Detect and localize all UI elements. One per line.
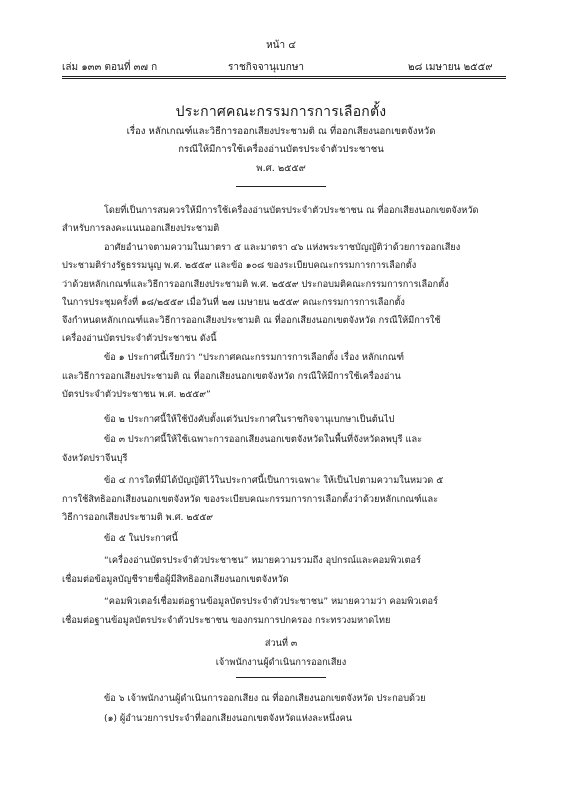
body-line: และวิธีการออกเสียงประชามติ ณ ที่ออกเสียงนอกเขตจังหวัด กรณีให้มีการใช้เครื่องอ่าน (62, 371, 401, 382)
subject-year: พ.ศ. ๒๕๕๙ (256, 163, 306, 174)
body-line: วิธีการออกเสียงประชามติ พ.ศ. ๒๕๕๙ (62, 512, 214, 523)
subject-line: กรณีให้มีการใช้เครื่องอ่านบัตรประจำตัวประชาชน (178, 144, 384, 155)
definition-line: “คอมพิวเตอร์เชื่อมต่อฐานข้อมูลบัตรประจำตัวประชาชน” หมายความว่า คอมพิวเตอร์ (104, 596, 438, 607)
body-line: สำหรับการลงคะแนนออกเสียงประชามติ (62, 223, 220, 234)
body-line: โดยที่เป็นการสมควรให้มีการใช้เครื่องอ่านบัตรประจำตัวประชาชน ณ ที่ออกเสียงนอกเขตจังหวัด (104, 205, 479, 216)
body-line: เชื่อมต่อฐานข้อมูลบัตรประจำตัวประชาชน ของกรมการปกครอง กระทรวงมหาดไทย (62, 615, 391, 626)
publication-date: ๒๘ เมษายน ๒๕๕๙ (408, 62, 493, 73)
clause-6: ข้อ ๖ เจ้าพนักงานผู้ดำเนินการออกเสียง ณ ที่ออกเสียงนอกเขตจังหวัด ประกอบด้วย (104, 693, 426, 704)
body-line: ว่าด้วยหลักเกณฑ์และวิธีการออกเสียงประชามติ พ.ศ. ๒๕๕๙ ประกอบมติคณะกรรมการการเลือกตั้ง (62, 279, 449, 290)
header-rule-double (62, 78, 506, 79)
clause-3: ข้อ ๓ ประกาศนี้ให้ใช้เฉพาะการออกเสียงนอกเขตจังหวัดในพื้นที่จังหวัดลพบุรี และ (104, 434, 423, 445)
clause-2: ข้อ ๒ ประกาศนี้ให้ใช้บังคับตั้งแต่วันประกาศในราชกิจจานุเบกษาเป็นต้นไป (104, 414, 395, 425)
section-heading: เจ้าพนักงานผู้ดำเนินการออกเสียง (215, 657, 347, 668)
body-line: เครื่องอ่านบัตรประจำตัวประชาชน ดังนี้ (62, 333, 217, 344)
clause-4: ข้อ ๔ การใดที่มิได้บัญญัติไว้ในประกาศนี้เป็นการเฉพาะ ให้เป็นไปตามความในหมวด ๕ (104, 475, 444, 486)
volume-issue: เล่ม ๑๓๓ ตอนที่ ๓๗ ก (62, 62, 158, 73)
page-number: หน้า ๔ (266, 40, 296, 51)
section-underline (236, 677, 326, 678)
definition-line: “เครื่องอ่านบัตรประจำตัวประชาชน” หมายความรวมถึง อุปกรณ์และคอมพิวเตอร์ (104, 555, 421, 566)
section-number: ส่วนที่ ๓ (264, 638, 298, 649)
body-line: ในการประชุมครั้งที่ ๑๘/๒๕๕๙ เมื่อวันที่ ๒๗ เมษายน ๒๕๕๙ คณะกรรมการการเลือกตั้ง (62, 297, 405, 308)
announcement-title: ประกาศคณะกรรมการการเลือกตั้ง (175, 104, 387, 120)
body-line: อาศัยอำนาจตามความในมาตรา ๕ และมาตรา ๔๖ แห่งพระราชบัญญัติว่าด้วยการออกเสียง (104, 242, 461, 253)
list-item: (๑) ผู้อำนวยการประจำที่ออกเสียงนอกเขตจังหวัดแห่งละหนึ่งคน (104, 713, 353, 724)
subject-line: เรื่อง หลักเกณฑ์และวิธีการออกเสียงประชามติ ณ ที่ออกเสียงนอกเขตจังหวัด (126, 126, 436, 137)
body-line: บัตรประจำตัวประชาชน พ.ศ. ๒๕๕๙” (62, 389, 211, 400)
header-rule (62, 76, 506, 77)
body-line: การใช้สิทธิออกเสียงนอกเขตจังหวัด ของระเบียบคณะกรรมการการเลือกตั้งว่าด้วยหลักเกณฑ์และ (62, 494, 439, 505)
body-line: จังหวัดปราจีนบุรี (62, 453, 128, 464)
body-line: จึงกำหนดหลักเกณฑ์และวิธีการออกเสียงประชามติ ณ ที่ออกเสียงนอกเขตจังหวัด กรณีให้มีการใช้ (62, 315, 441, 326)
gazette-name: ราชกิจจานุเบกษา (228, 62, 305, 73)
title-underline (236, 186, 326, 187)
clause-1: ข้อ ๑ ประกาศนี้เรียกว่า “ประกาศคณะกรรมการการเลือกตั้ง เรื่อง หลักเกณฑ์ (104, 352, 405, 363)
body-line: ประชามติร่างรัฐธรรมนูญ พ.ศ. ๒๕๕๙ และข้อ ๑๐๘ ของระเบียบคณะกรรมการการเลือกตั้ง (62, 260, 417, 271)
body-line: เชื่อมต่อข้อมูลบัญชีรายชื่อผู้มีสิทธิออกเสียงนอกเขตจังหวัด (62, 574, 289, 585)
clause-5: ข้อ ๕ ในประกาศนี้ (104, 533, 178, 544)
